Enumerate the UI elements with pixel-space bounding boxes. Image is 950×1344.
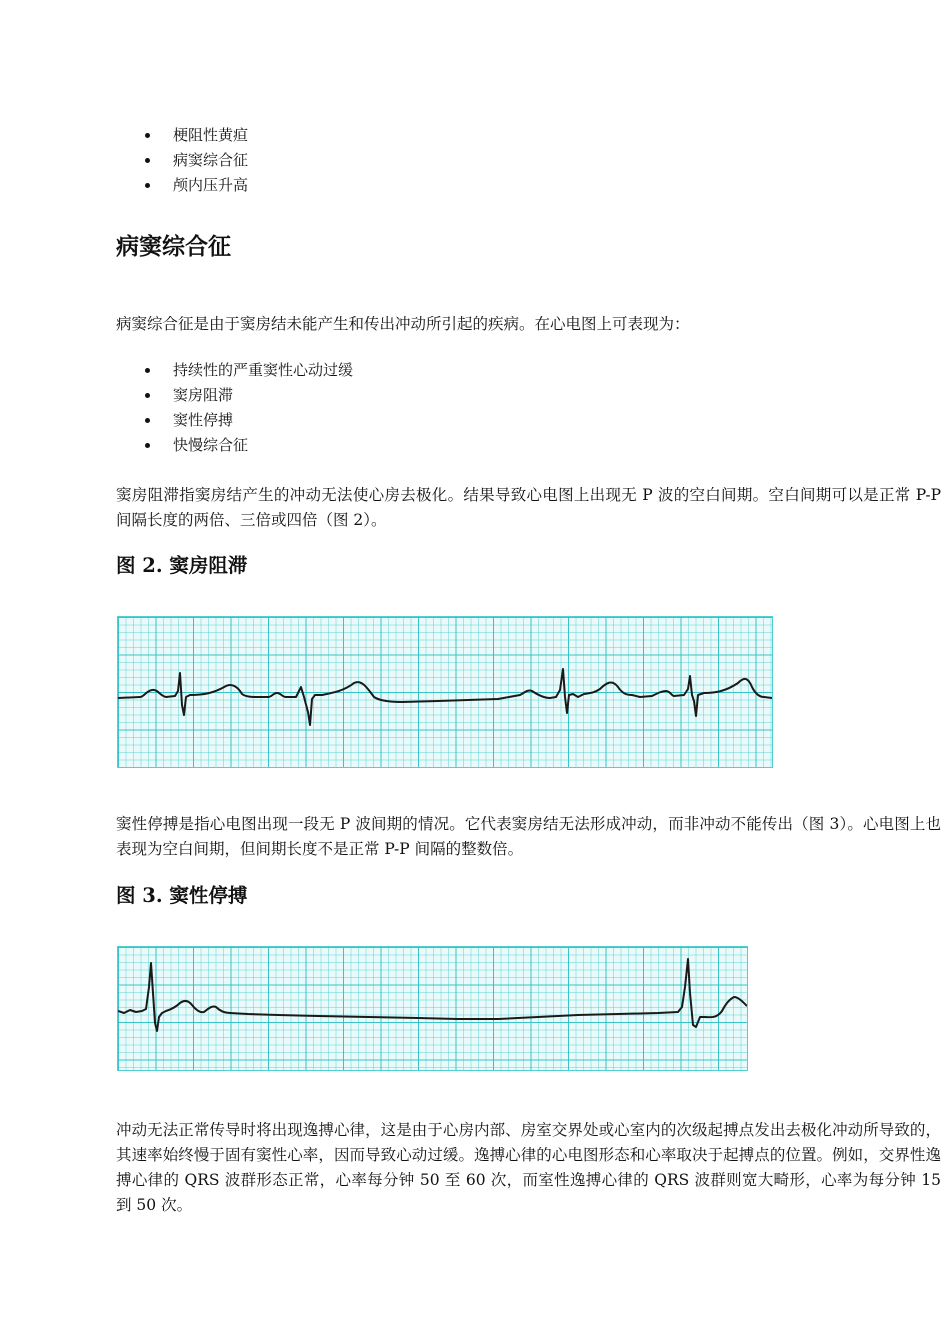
list-item: 窦房阻滞: [116, 383, 353, 408]
list-item: 窦性停搏: [116, 408, 353, 433]
intro-paragraph: 病窦综合征是由于窦房结未能产生和传出冲动所引起的疾病。在心电图上可表现为：: [116, 315, 690, 333]
list-top: [116, 123, 248, 198]
list-item: 梗阻性黄疸: [116, 123, 248, 148]
figure2-ecg-trace: [118, 669, 772, 725]
figure3-ecg-strip: [117, 946, 748, 1071]
figure2-ecg-svg: [118, 617, 772, 767]
list-item: 颅内压升高: [116, 173, 248, 198]
figure2-title: 图 2. 窦房阻滞: [116, 554, 248, 577]
list-item: 持续性的严重窦性心动过缓: [116, 358, 353, 383]
figure3-ecg-svg: [118, 947, 747, 1070]
figure3-title: 图 3. 窦性停搏: [116, 884, 248, 907]
figure2-ecg-strip: [117, 616, 773, 768]
escape-rhythm-paragraph: 冲动无法正常传导时将出现逸搏心律，这是由于心房内部、房室交界处或心室内的次级起搏点发出去极化冲动所导致的，其速率始终慢于固有窦性心率，因而导致心动过缓。逸搏心律的心电图形态和心率取决于起搏点的位置。例如，交界性逸搏心律的 QRS 波群形态正常，心率每分钟 50 至 60 次，而室性逸搏心律的 QRS 波群则宽大畸形，心率为每分钟 15 到 50 次。: [116, 1121, 941, 1214]
list-item: 快慢综合征: [116, 433, 353, 458]
sinus-arrest-paragraph: 窦性停搏是指心电图出现一段无 P 波间期的情况。它代表窦房结无法形成冲动，而非冲动不能传出（图 3）。心电图上也表现为空白间期，但间期长度不是正常 P-P 间隔的整数倍。: [116, 815, 941, 858]
section-heading: 病窦综合征: [116, 234, 231, 260]
list-item: 病窦综合征: [116, 148, 248, 173]
sa-block-paragraph: 窦房阻滞指窦房结产生的冲动无法使心房去极化。结果导致心电图上出现无 P 波的空白间期。空白间期可以是正常 P-P 间隔长度的两倍、三倍或四倍（图 2）。: [116, 486, 941, 529]
list-features: [116, 358, 353, 458]
figure3-ecg-trace: [118, 959, 747, 1031]
